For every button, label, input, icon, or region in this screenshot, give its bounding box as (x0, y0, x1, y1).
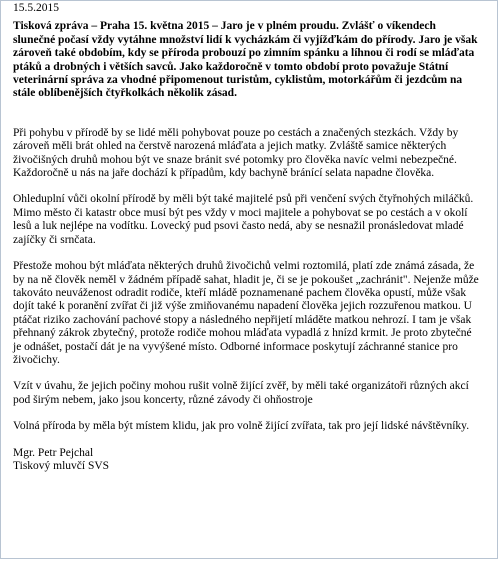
spacer (13, 101, 479, 127)
body-paragraph-2: Ohleduplní vůči okolní přírodě by měli být také majitelé psů při venčení svých čtyřnohých miláčků. Mimo město či katastr obce musí být pes vždy v moci majitele a pohybovat se po cestách a v okolí lesů a luk nejlépe na vodítku. Lovecký pud psovi často nedá, aby se nesnažil pronásledovat mladé zajíčky či srnčata. (13, 193, 474, 246)
lead-paragraph: Tisková zpráva – Praha 15. května 2015 – Jaro je v plném proudu. Zvlášť o víkendech slunečné počasí vždy vytáhne množství lidí k vycházkám či vyjížďkám do přírody. Jaro je však zároveň také obdobím, kdy se příroda probouzí po zimním spánku a líhnou či rodí se mláďata ptáků a drobných i větších savců. Jako každoročně v tomto období proto považuje Státní veterinární správa za vhodné připomenout turistům, cyklistům, motorkářům či jezdcům na stále oblíbenějších čtyřkolkách několik zásad. (13, 20, 478, 100)
body-paragraph-1: Při pohybu v přírodě by se lidé měli pohybovat pouze po cestách a značených stezkách. Vždy by zároveň měli brát ohled na čerstvě narozená mláďata a jejich matky. Zvláště samice některých živočišných druhů mohou být ve snaze bránit své potomky pro člověka navíc velmi nebezpečné. Každoročně u nás na jaře dochází k případům, kdy bachyně bránící selata napadne člověka. (13, 126, 459, 180)
body-paragraph-5: Volná příroda by měla být místem klidu, jak pro volně žijící zvířata, tak pro její lidské návštěvníky. (13, 420, 470, 433)
release-date: 15.5.2015 (13, 2, 59, 14)
body-paragraph-3: Přestože mohou být mláďata některých druhů živočichů velmi roztomilá, platí zde známá zásada, že by na ně člověk neměl v žádném případě sahat, hladit je, či se je pokoušet „zachránit". Nejenže může takováto neuváženost odradit rodiče, kteří mládě poznamenané pachem člověka opustí, může však dojít také k poranění zvířat či již výše zmiňovanému napadení člověka jejich rozzuřenou matkou. U ptáčat riziko zachování pachové stopy a následného nepřijetí mláděte matkou nehrozí. I tam je však přehnaný zákrok zbytečný, protože rodiče mohou mláďata vypadlá z hnízd krmit. Je proto zbytečné je odnášet, postačí dát je na vyvýšené místo. Odborné informace poskytují záchranné stanice pro živočichy. (13, 260, 479, 366)
signature-role: Tiskový mluvčí SVS (13, 459, 110, 472)
signature-name: Mgr. Petr Pejchal (13, 446, 94, 459)
body-paragraph-4: Vzít v úvahu, že jejich počiny mohou rušit volně žijící zvěř, by měli také organizátoři různých akcí pod širým nebem, jako jsou koncerty, různé závody či ohňostroje (13, 380, 469, 406)
press-release-document (13, 2, 479, 473)
